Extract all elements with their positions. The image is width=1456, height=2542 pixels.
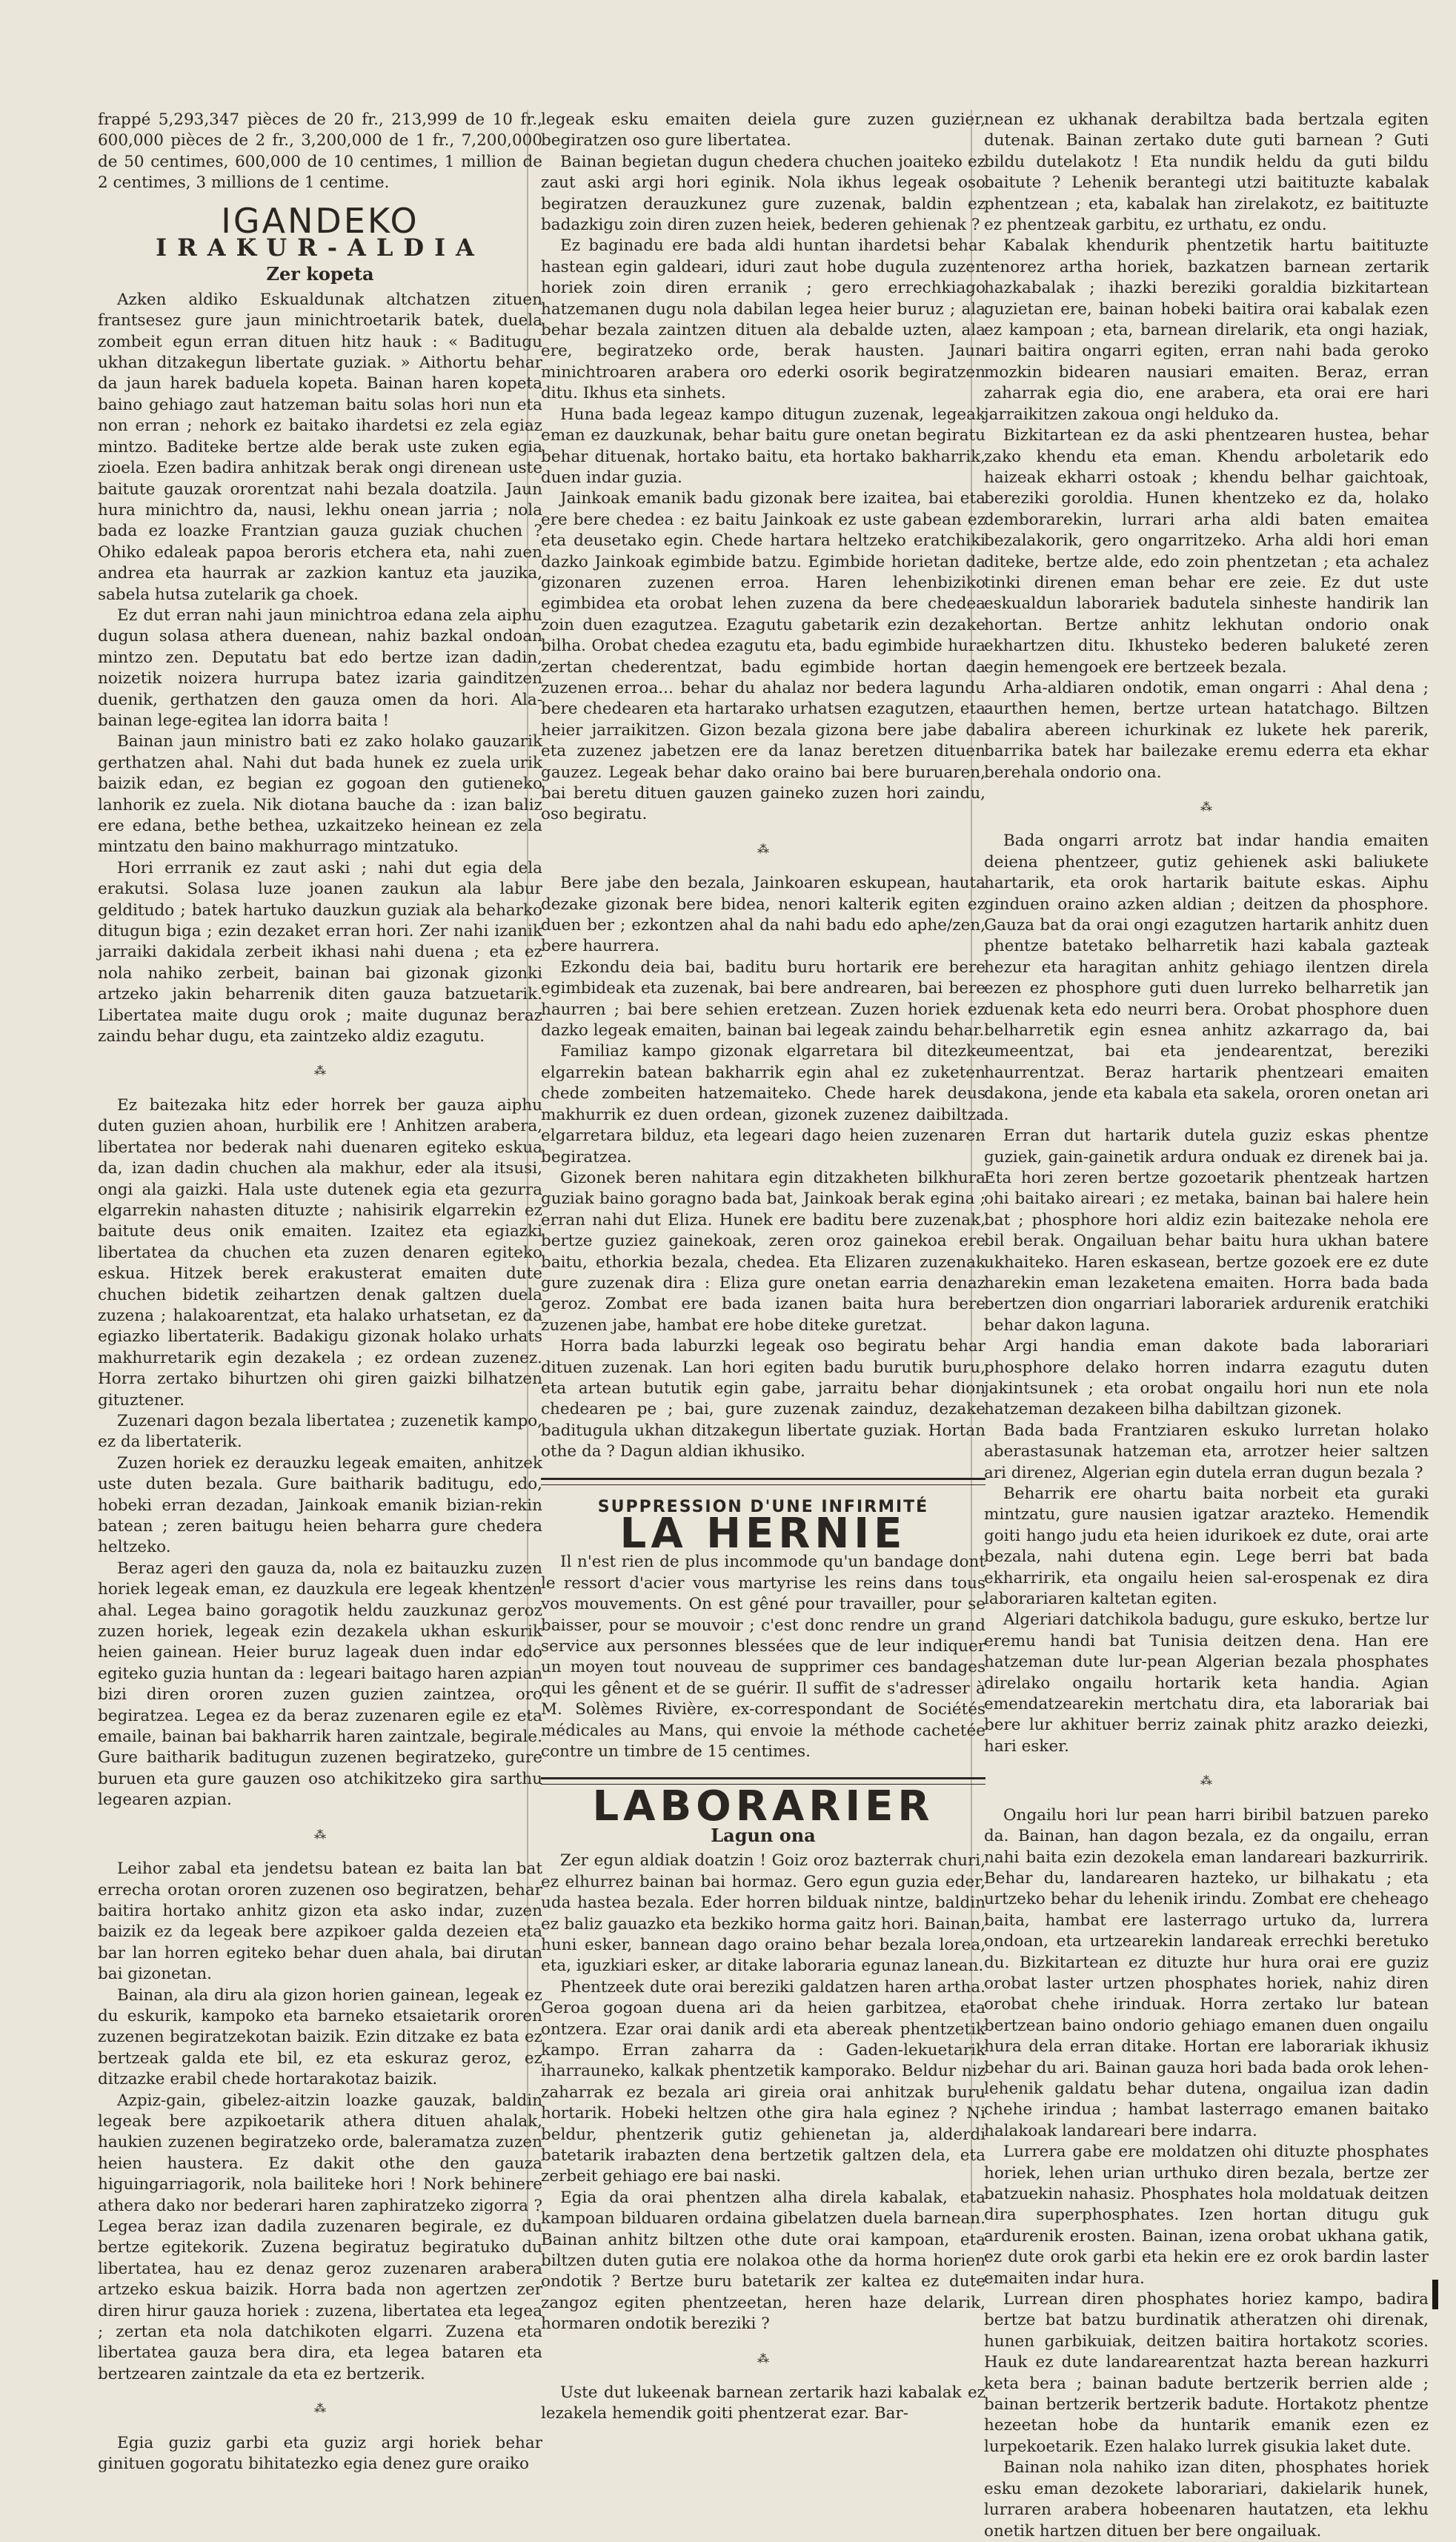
article-paragraph: Azken aldiko Eskualdunak altchatzen zituen frantsesez gure jaun minichtroetarik batek, duela zombeit egun erran dituen hitz hauk : « Baditugu ukhan ditzakegun libertate guziak. » Aithortu behar da jaun harek baduela kopeta. Bainan haren kopeta baino gehiago zaut hatzeman baitu solas hori nun eta non erran ; nehork ez baitako ihardetsi ez zela egiaz mintzo. Baditeke bertze alde berak uste zuken egia zioela. Ezen badira anhitzak berak ongi direnean uste baitute gauzak ororentzat nahi bezala doatzila. Jaun hura minichtro da, nausi, lekhu onean jarria ; nola bada ez loazke Frantzian gauza guziak chuchen ? Ohiko edaleak papoa beroris etchera eta, nahi zuen andrea eta haurrak ar zazkion kantuz eta jauzika, sabela hutsa zutelarik ga choek. [98, 290, 542, 604]
section-subtitle: Lagun ona [711, 1824, 816, 1846]
article-paragraph: Zuzen horiek ez derauzku legeak emaiten, anhitzek uste duten bezala. Gure baitharik baditugu, edo, hobeki erran dezadan, Jainkoak emanik bizian-rekin batean ; zeren baitugu heien beharra gure chedera heltzeko. [98, 1453, 542, 1557]
article-paragraph: Horra bada laburzki legeak oso begiratu behar dituen zuzenak. Lan hori egiten badu burutik buru, eta artean bututik egin gabe, jarraitu behar dion chedearen pe ; bai, gure zuzenak zainduz, dezake baditugula ukhan ditzakegun libertate guziak. Hortan othe da ? Dagun aldian ikhusiko. [541, 1337, 985, 1461]
column-1 [98, 110, 542, 2475]
article-paragraph: Beraz ageri den gauza da, nola ez baitauzku zuzen horiek legeak eman, ez dauzkula ere legeak khentzen ahal. Legea baino goragotik heldu zauzkunaz geroz zuzen horiek, legeak ezin dezakela ukhan eskurik heien gainean. Heier buruz lageak duen indar edo egiteko guzia huntan da : legeari baitago haren azpian bizi diren ororen zuzen guzien zaintzea, oro begiratzea. Legea ez da beraz zuzenaren egile ez eta emaile, bainan bai bakharrik haren zaintzale, begirale. Gure baitharik baditugun zuzenen begiratzeko, gure buruen eta gure gauzen oso atchikitzeko gira sarthu legearen azpian. [98, 1559, 542, 1810]
section-separator-stars: ⁂ [1200, 800, 1212, 814]
article-paragraph: Uste dut lukeenak barnean zertarik hazi kabalak ez lezakela hemendik goiti phentzerat ezar. Bar- [541, 2383, 985, 2423]
article-paragraph: Ezkondu deia bai, baditu buru hortarik ere bere egimbideak eta zuzenak, bai bere andrearen, bai bere haurren ; bai bere sehien eretzean. Zuzen horiek ez dazko legeak emaiten, bainan bai legeak zaindu behar. [541, 958, 985, 1041]
section-separator-stars: ⁂ [757, 2351, 769, 2366]
section-separator-stars: ⁂ [757, 841, 769, 856]
article-paragraph: Algeriari datchikola badugu, gure eskuko, bertze lur eremu handi bat Tunisia deitzen dena. Han ere hatzeman dute lur-pean Algerian bezala phosphates direlako ongailu hortarik keta handia. Agian emendatzearekin mertchatu dira, eta laborariak bai bere lur akhituer berriz zainak phitz arazko deiezki, hari esker. [984, 1610, 1429, 1756]
ad-title: SUPPRESSION D'UNE INFIRMITÉ [597, 1497, 929, 1516]
article-paragraph: Azpiz-gain, gibelez-aitzin loazke gauzak, baldin legeak bere azpikoetarik athera dituen ahalak, haukien zuzenen begiratzeko orde, baleramatza zuzen heien haustera. Ez dakit othe den gauza higuingarriagorik, nola bailiteke hori ! Nork behinere athera dako nor bederari haren zaphiratzeko zigorra ? Legea beraz izan dadila zuzenaren begirale, ez du bertze egitekorik. Zuzena begiratuz begiratuko du libertatea, hau ez denaz geroz zuzenaren arabera artzeko eskua baizik. Horra bada non agertzen zer diren hirur gauza horiek : zuzena, libertatea eta legea ; zertan eta nola datchikoten elgarri. Zuzena eta libertatea gauza bera dira, eta legea bataren eta bertzearen zaintzale da eta ez bertzerik. [98, 2091, 542, 2383]
article-paragraph: Bada ongarri arrotz bat indar handia emaiten deiena phentzeer, gutiz gehienek aski baliukete hartarik, eta orok hartarik baitute eskas. Aiphu ginduen oraino azken aldian ; deitzen da phosphore. Gauza bat da orai ongi ezagutzen hartarik anhitz duen phentze batetako belharretik hazi kabala gazteak hezur eta haragitan anhitz gehiago ilentzen direla ezen ez phosphore guti duen lurreko belharretik jan duenak keta edo neurri bera. Orobat phosphore duen belharretik egin esnea anhitz azkarrago da, bai umeentzat, bai eta jendearentzat, bereziki haurrentzat. Beraz hartarik phentzeari emaiten dakona, jende eta kabala eta sakela, ororen onetan ari da. [984, 832, 1429, 1124]
article-paragraph: Bainan, ala diru ala gizon horien gainean, legeak ez du eskurik, kampoko eta barneko etsaietarik ororen zuzenen begiratzekotan baizik. Ezin ditzake ez bata ez bertzeak galda ete bil, ez eta eskuraz geroz, ez ditzazke erabil chede hortarakotaz baizik. [98, 1985, 542, 2089]
section-separator-stars: ⁂ [314, 1827, 326, 1842]
section-subtitle: IRAKUR-ALDIA [156, 233, 485, 262]
ad-body: Il n'est rien de plus incommode qu'un bandage dont le ressort d'acier vous martyrise les reins dans tous vos mouvements. On est gêné pour travailler, pour se baisser, pour se mouvoir ; c'est donc rendre un grand service aux personnes blessées que de leur indiquer un moyen tout nouveau de supprimer ces bandages qui les gênent et de se guérir. Il suffit de s'adresser à M. Solèmes Rivière, ex-correspondant de Sociétés médicales au Mans, qui envoie la méthode cachetée contre un timbre de 15 centimes. [541, 1553, 985, 1762]
article-paragraph: Egia da orai phentzen alha direla kabalak, eta kampoan bilduaren ordaina gibelatzen duela barnean. Bainan anhitz biltzen othe dute orai kampoan, eta biltzen duten gutia ere nolakoa othe da horma horien ondotik ? Bertze buru batetarik zer kaltea ez dute zangoz egiten phentzeetan, heren haze delarik, hormaren ondotik bereziki ? [541, 2188, 985, 2334]
ad-border-top [541, 1478, 985, 1485]
article-paragraph: Bainan nola nahiko izan diten, phosphates horiek esku eman dezokete laborariari, dakielarik hunek, lurraren arabera hobeenaren hautatzen, eta lekhu onetik hartzen dituen ber bere ongailuak. [984, 2458, 1429, 2541]
section-headline: LABORARIER [592, 1782, 934, 1831]
article-paragraph: Hori errranik ez zaut aski ; nahi dut egia dela erakutsi. Solasa luze joanen zaukun ala labur gelditudo ; batek hartuko dauzkun guziak ala beharko ditugun biga ; ezin dezaket erran hori. Zer nahi izanik jarraiki dakidala zerbeit ikhasi nahi duena ; eta ez nola nahiko zerbeit, bainan bai gizonak gizonki artzeko jakin beharrenik diten gauza batzuetarik. Libertatea maite dugu orok ; maite dugunaz beraz zaindu behar dugu, eta zaintzeko aldiz ezagutu. [98, 858, 542, 1046]
article-paragraph: Bada bada Frantziaren eskuko lurretan holako aberastasunak hatzeman eta, arrotzer heier saltzen ari direnez, Algerian egin dutela erran dugun bezala ? [984, 1421, 1429, 1482]
section-separator-stars: ⁂ [314, 2401, 326, 2416]
article-paragraph: Lurrean diren phosphates horiez kampo, badira bertze bat batzu burdinatik atheratzen ohi direnak, hunen garbikuiak, deitzen baitira hortakotz scories. Hauk ez dute landarearentzat hazta berean hazkurri keta bera ; bainan badute bertzerik berrien alde ; bainan bertzerik bertzerik badute. Hortakotz phentze hezeetan hobe da huntarik emanik ezen ez lurpekoetarik. Ezen halako lurrek gisukia laket dute. [984, 2290, 1429, 2456]
article-paragraph: Arha-aldiaren ondotik, eman ongarri : Ahal dena ; aurthen hemen, bertze urtean hatatchago. Biltzen balira abereen ichurkinak ez lukete hek parerik, barrika batek har bailezake eremu ederra eta ekhar berehala ondorio ona. [984, 678, 1429, 782]
column-2 [541, 110, 985, 2425]
article-paragraph: Beharrik ere ohartu baita norbeit eta guraki mintzatu, gure nausien igatzar arazteko. Hemendik goiti hango judu eta heien idurikoek ez dute, orai arte bezala, nahi dutena egin. Lege berri bat bada ekharririk, eta ongailu heien sal-erospenak ez dira laborariaren kaltetan egiten. [984, 1484, 1429, 1609]
article-paragraph: Zer egun aldiak doatzin ! Goiz oroz bazterrak churi, ez elhurrez bainan bai hormaz. Gero egun guzia eder, uda hastea bezala. Eder horren bilduak nintze, baldin ez baliz gauazko eta bezkiko horma gaitz hori. Bainan, huni esker, bannean dago oraino behar bezala lorea, eta, iguzkiari esker, ar ditake laboraria egunaz lanean. [541, 1851, 985, 1976]
article-paragraph: Bainan begietan dugun chedera chuchen joaiteko ez zaut aski argi hori eginik. Nola ikhus legeak oso begiratzen derauzkunez gure zuzenak, baldin ez badazkigu zoin diren zuzen heiek, bederen gehienak ? [541, 152, 985, 235]
article-paragraph: legeak esku emaiten deiela gure zuzen guzier, begiratzen oso gure libertatea. [541, 110, 985, 150]
ad-headline: LA HERNIE [619, 1510, 907, 1558]
article-paragraph: nean ez ukhanak derabiltza bada bertzala egiten dutenak. Bainan zertako dute guti barnean ? Guti bildu dutelakotz ! Eta nundik heldu da guti bildu baitute ? Lehenik berantegi utzi baitituzte kabalak phentzean ; eta, kabalak han zirelakotz, ez baitituzte ez phentzeak garbitu, ez urthatu, ez ondu. [984, 110, 1429, 235]
article-paragraph: Bizkitartean ez da aski phentzearen hustea, behar zako khendu eta eman. Khendu arboletarik edo haizeak ekharri ostoak ; khendu belhar gaichtoak, bereziki goroldia. Hunen khentzeko ez da, holako demborarekin, lurrari arha aldi baten emaitea bezalakorik, gero ongarritzeko. Arha aldi hori eman diteke, bertze alde, edo zoin phentzetan ; eta achalez tinki direnen eman behar ere zeie. Ez dut uste eskualdun laborariek badutela sinheste handirik lan hortan. Bertze anhitz lekhutan ondorio onak ekhartzen ditu. Ikhusteko bederen baluketé zeren egin hemengoek ere bertzeek bezala. [984, 426, 1429, 677]
article-paragraph: Bainan jaun ministro bati ez zako holako gauzarik gerthatzen ahal. Nahi dut bada hunek ez zuela urik baizik edan, ez begian ez gogoan den gutieneko lanhorik ez zuela. Nik diotana bauche da : izan baliz ere edana, bethe bethea, uzkaitzeko heinean ez zela mintzatu den baino makhurrago mintzatuko. [98, 732, 542, 857]
section-separator-stars: ⁂ [314, 1063, 326, 1078]
article-paragraph: Gizonek beren nahitara egin ditzakheten bilkhura guziak baino goragno bada bat, Jainkoak berak egina ; erran nahi dut Eliza. Hunek ere baditu bere zuzenak, bertze guziez gainekoak, zeren oroz gainekoa ere baitu, ethorkia bezala, chedea. Eta Elizaren zuzenak gure zuzenak dira : Eliza gure onetan earria denaz geroz. Zombat ere bada izanen baita hura bere zuzenen jabe, hambat ere hobe diteke guretzat. [541, 1168, 985, 1335]
article-paragraph: Leihor zabal eta jendetsu batean ez baita lan bat errecha orotan ororen zuzenen oso begiratzen, behar baitira hortako anhitz gizon eta asko indar, zuzen baizik ez da legeak bere azpikoer galda dezeien eta bar lan horren egiteko behar duen ahala, bai dirutan bai gizonetan. [98, 1859, 542, 1984]
article-paragraph: Familiaz kampo gizonak elgarretara bil ditezke elgarrekin batean bakharrik egin ahal ez zuketen chede zombeiten hatzemaiteko. Chede harek deus makhurrik ez duen ordean, gizonek zuzenez daibiltza elgarretara bilduz, eta legeari dago heien zuzenaren begiratzea. [541, 1042, 985, 1167]
article-paragraph: Egia guziz garbi eta guziz argi horiek behar ginituen gogoratu bihitatezko egia denez gure oraiko [98, 2433, 542, 2474]
article-paragraph: Erran dut hartarik dutela guziz eskas phentze guziek, gain-gainetik ardura onduak ez direnek bai ja. Eta hori zeren bertze gozoetarik phentzeak hartzen ohi baitako aireari ; ez metaka, bainan bai halere hein bat ; phosphore hori aldiz ezin baitezake nehola ere bil berak. Ongailuan behar baitu hura ukhan batere ukhaiteko. Haren eskasean, bertze gozoek ere ez dute harekin eman lezaketena emaiten. Horra bada bada bertzen dion ongarriari laborariek ardurenik eratchiki behar dakon laguna. [984, 1126, 1429, 1335]
article-paragraph: Huna bada legeaz kampo ditugun zuzenak, legeak eman ez dauzkunak, behar baitu gure onetan begiratu behar dituenak, hortako baitu, eta hortako bakharrik, duen indar guzia. [541, 405, 985, 487]
article-paragraph: Ez dut erran nahi jaun minichtroa edana zela aiphu dugun solasa athera duenean, nahiz bazkal ondoan mintzo zen. Deputatu bat edo bertze izan dadin, noizetik noizera hurrupa batez izaria gainditzen duenik, gerthatzen den gauza omen da hori. Ala-bainan lege-egitea lan idorra baita ! [98, 605, 542, 730]
article-paragraph: Ez baitezaka hitz eder horrek ber gauza aiphu duten guzien ahoan, hurbilik ere ! Anhitzen arabera, libertatea nor bederak nahi duenaren egiteko eskua da, izan dadin chuchen ala makhur, eder ala itsusi, ongi ala gaizki. Hala uste dutenek egia eta gezurra elgarrekin nahasten dituzte ; nahisirik elgarrekin ez baitute deus onik emaiten. Izaitez eta egiazki libertatea da chuchen eta zuzen denaren egiteko eskua. Hitzek berek erakusterat emaiten dute chuchen bidetik zeihartzen denak galtzen duela zuzena ; halakoarentzat, eta halako urhatsetan, ez da egiazko libertaterik. Badakigu gizonak holako urhats makhurretarik egin dezakela ; ez ordean zuzenez. Horra zertako bihurtzen ohi giren gaizki bilhatzen gituztener. [98, 1095, 542, 1410]
article-paragraph: Zuzenari dagon bezala libertatea ; zuzenetik kampo, ez da libertaterik. [98, 1411, 542, 1452]
article-paragraph: Argi handia eman dakote bada laborariari phosphore delako horren indarra ezagutu duten jakintsunek ; eta orobat ongailu hori nun ete nola hatzeman dezakeen bilha dabiltzan gizonek. [984, 1337, 1429, 1419]
article-paragraph: Lurrera gabe ere moldatzen ohi dituzte phosphates horiek, lehen urian urthuko diren bezala, bertze zer batzuekin nahasiz. Phosphates hola moldatuak deitzen dira superphosphates. Izen hortan ditugu guk ardurenik erosten. Bainan, izena orobat ukhana gatik, ez dute orok garbi eta hekin ere ez orok bardin laster emaiten indar hura. [984, 2143, 1429, 2288]
scan-edge-mark [1432, 2280, 1438, 2309]
article-paragraph: Kabalak khendurik phentzetik hartu baitituzte tenorez artha horiek, bazkatzen barnean zertarik hazkabalak ; ihazki bereziki goraldia bizkitartean guzietan ere, bainan hobeki baitira orai kabalak ezen ez kampoan ; eta, barnean direlarik, eta ongi haziak, ari baitira ongarri egiten, erran nahi bada geroko mozkin bidearen nausiari emaiten. Beraz, erran zaharrak egia dio, ene arabera, eta orai ere hari jarraikitzen zakoua ongi helduko da. [984, 236, 1429, 424]
article-paragraph: Ongailu hori lur pean harri biribil batzuen pareko da. Bainan, han dagon bezala, ez da ongailu, erran nahi baita ezin dezokela eman landareari bazkurririk. Behar du, landarearen hazteko, ur bilhakatu ; eta urtzeko behar du lehenik irindu. Zombat ere cheheago baita, hambat ere lasterrago urtuko da, lurrera ondoan, eta urtzearekin landareak errechki beretuko du. Bizkitartean ez dituzte hur hura orai ere guziz orobat laster urtzen phosphates horiek, nahiz diren orobat chehe irinduak. Horra zertako lur batean bertzean baino ondorio gehiago emanen duen ongailu hura dela erran ditake. Hortan ere laborariak ikhusiz behar du ari. Bainan gauza hori bada bada orok lehen-lehenik galdatu behar dutena, ongailua izan dadin chehe irindua ; hambat lasterrago emanen baitako halakoak landareari bere indarra. [984, 1805, 1429, 2140]
section-separator-stars: ⁂ [1200, 1773, 1212, 1788]
article-paragraph: Bere jabe den bezala, Jainkoaren eskupean, hauta dezake gizonak bere bidea, nenori kalterik egiten ez duen ber ; ezkontzen ahal da nahi badu edo aphe/zen, bere haurrera. [541, 874, 985, 956]
column-3 [984, 110, 1429, 2542]
article-paragraph: Jainkoak emanik badu gizonak bere izaitea, bai eta ere bere chedea : ez baitu Jainkoak ez uste gabean ez eta deusetako egin. Chede hartara heltzeko eratchiki dazko Jainkoak egimbide batzu. Egimbide horietan da gizonaren zuzenen erroa. Haren lehenbiziko egimbidea eta orobat lehen zuzena da bere chedea zoin duen ezagutzea. Ezagutu gabetarik ezin dezake bilha. Orobat chedea ezagutu eta, badu egimbide hura zertan chederentzat, badu egimbide hortan da zuzenen erroa... behar du ahalaz nor bedera lagundu bere chedearen eta hartarako urhatsen ezagutzen, eta heier jarraikitzen. Gizon bezala gizona bere jabe da eta zuzenez jabetzen ere da lanaz beretzen dituen gauzez. Legeak behar dako oraino bai bere buruaren, bai beretu dituen gauzen gaineko zuzen hori zaindu, oso begiratu. [541, 489, 985, 824]
article-title: Zer kopeta [266, 263, 374, 285]
intro-text: frappé 5,293,347 pièces de 20 fr., 213,999 de 10 fr., 600,000 pièces de 2 fr., 3,200,000 de 1 fr., 7,200,000 de 50 centimes, 600,000 de 10 centimes, 1 million de 2 centimes, 3 millions de 1 centime. [98, 110, 542, 193]
article-paragraph: Ez baginadu ere bada aldi huntan ihardetsi behar hastean egin galdeari, iduri zaut hobe dugula zuzen horiek zoin diren erranik ; gero errechkiago hatzemanen dugu nola dabilan legea heier buruz ; ala behar bezala zaintzen dituen ala debalde uzten, ala ere, begiratzeko orde, berak hausten. Jaun minichtroaren arabera oro ederki osorik begiratzen ditu. Ikhus eta sinhets. [541, 236, 985, 403]
section-title: IGANDEKO [221, 200, 419, 241]
article-paragraph: Phentzeek dute orai bereziki galdatzen haren artha. Geroa gogoan duena ari da heien garbitzea, eta ontzera. Ezar orai danik ardi eta abereak phentzetik kampo. Erran zaharra da : Gaden-lekuetarik iharrauneko, kalkak phentzetik kamporako. Beldur niz zaharrak ez bezala ari gireia orai anhitzak buru hortarik. Hobeki heltzen othe gira hala eginez ? Ni beldur, phentzerik gutiz gehienetan ja, alderdi batetarik irabazten dena bertzetik galtzen dela, eta zerbeit gehiago ere bai naski. [541, 1977, 985, 2186]
